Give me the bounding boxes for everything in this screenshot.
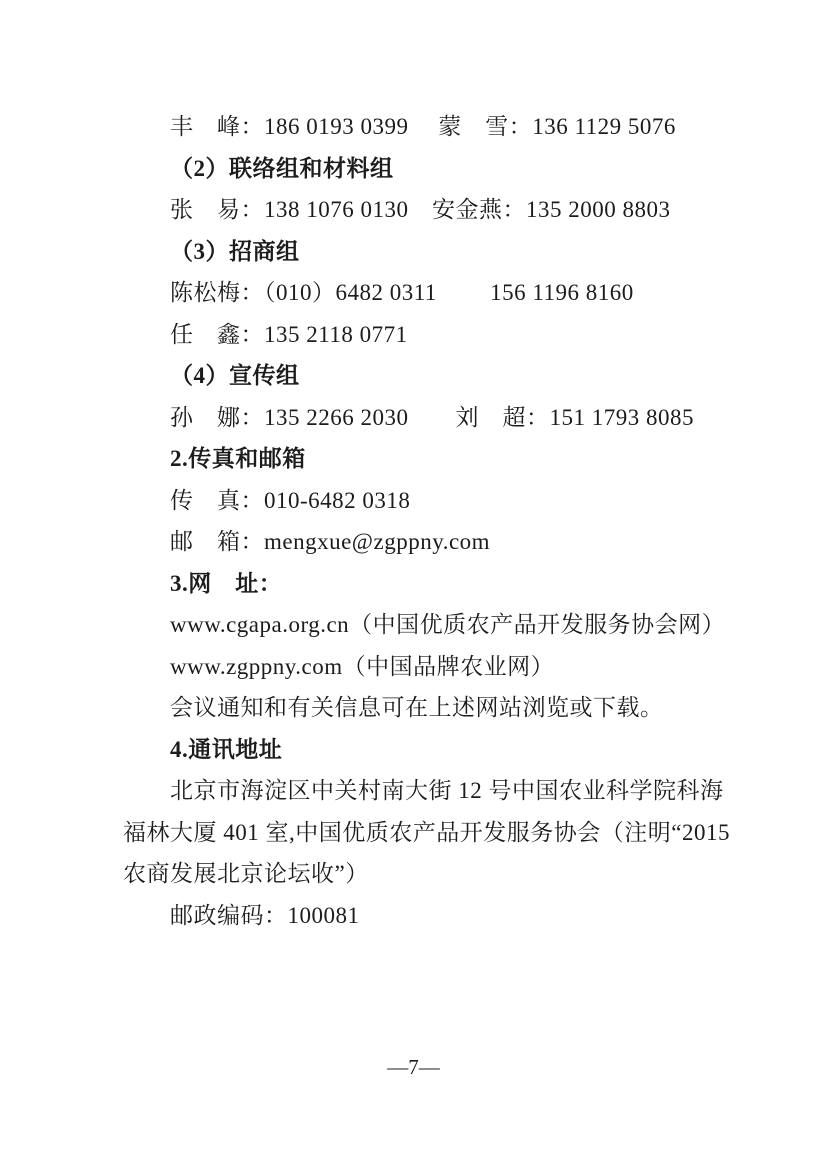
email-line: 邮 箱：mengxue@zgppny.com xyxy=(170,529,491,554)
page-number: —7— xyxy=(387,1055,440,1079)
fax-line: 传 真：010-6482 0318 xyxy=(170,487,411,513)
heading-website: 3.网 址： xyxy=(170,570,283,596)
website-note-line: 会议通知和有关信息可在上述网站浏览或下载。 xyxy=(170,695,664,720)
website-line-cgapa: www.cgapa.org.cn（中国优质农产品开发服务协会网） xyxy=(170,612,726,637)
phone-line-zhang-an: 张 易：138 1076 0130 安金燕：135 2000 8803 xyxy=(170,197,671,222)
postal-code-line: 邮政编码：100081 xyxy=(170,902,360,928)
heading-mailing-address: 4.通讯地址 xyxy=(170,736,283,762)
address-line-3: 农商发展北京论坛收”） xyxy=(123,861,369,886)
address-line-2: 福林大厦 401 室,中国优质农产品开发服务协会（注明“2015 xyxy=(123,819,730,845)
heading-group-2-liaison-materials: （2）联络组和材料组 xyxy=(170,155,394,181)
heading-group-4-publicity: （4）宣传组 xyxy=(170,363,300,388)
heading-group-3-investment: （3）招商组 xyxy=(170,238,300,264)
website-line-zgppny: www.zgppny.com（中国品牌农业网） xyxy=(170,653,555,679)
address-line-1: 北京市海淀区中关村南大街 12 号中国农业科学院科海 xyxy=(170,778,724,803)
phone-line-sun-liu: 孙 娜：135 2266 2030 刘 超：151 1793 8085 xyxy=(170,404,694,430)
phone-line-chen: 陈松梅：（010）6482 0311 156 1196 8160 xyxy=(170,280,634,305)
document-body xyxy=(123,106,730,936)
phone-line-feng-meng: 丰 峰：186 0193 0399 蒙 雪：136 1129 5076 xyxy=(170,114,676,139)
phone-line-ren: 任 鑫：135 2118 0771 xyxy=(170,321,408,347)
heading-fax-email: 2.传真和邮箱 xyxy=(170,446,306,471)
